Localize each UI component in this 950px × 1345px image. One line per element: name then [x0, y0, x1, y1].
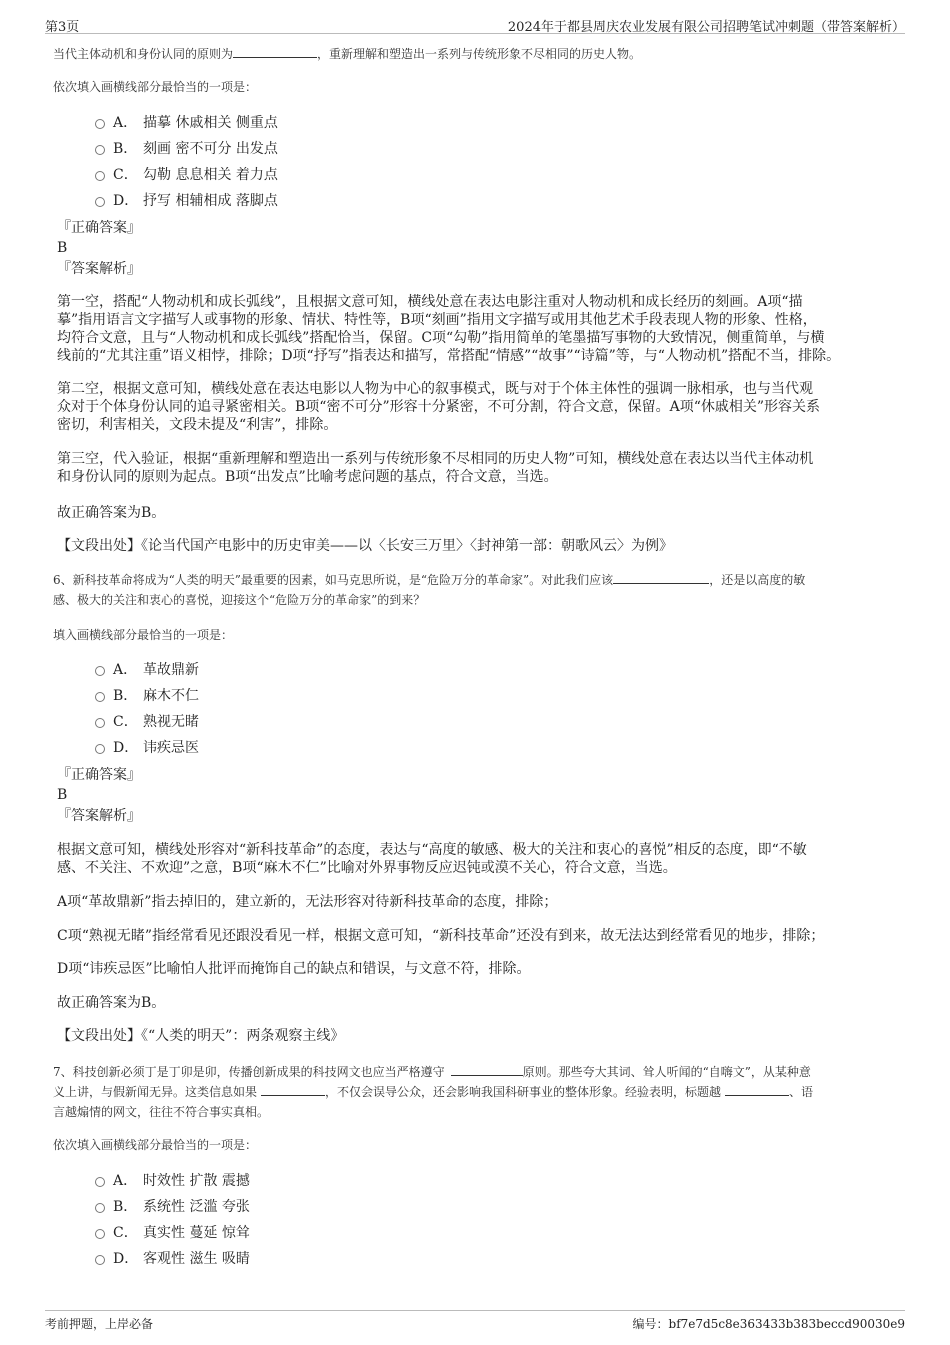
- answer-value: B: [57, 240, 68, 256]
- q7-prompt: 依次填入画横线部分最恰当的一项是：: [53, 1138, 258, 1152]
- q5-options: [95, 111, 278, 215]
- blank: [613, 572, 709, 584]
- radio-icon[interactable]: [95, 197, 105, 207]
- option-d[interactable]: D． 客观性 滋生 吸睛: [95, 1247, 250, 1273]
- analysis-paragraph: 第二空，根据文意可知，横线处意在表达电影以人物为中心的叙事模式，既与对于个体主体性的强调一脉相承，也与当代观 众对于个体身份认同的追寻紧密相关。B项“密不可分”形容十分紧密，不可分割，符合文意，保留。A项“休戚相关”形容关系 密切，利害相关，文段未提及“利害”，排除。: [57, 381, 821, 433]
- blank: [261, 1084, 325, 1096]
- analysis-paragraph: 第三空，代入验证，根据“重新理解和塑造出一系列与传统形象不尽相同的历史人物”可知，横线处意在表达以当代主体动机 和身份认同的原则为起点。B项“出发点”比喻考虑问题的基点，符合文意，当选。: [57, 451, 814, 485]
- option-a[interactable]: A． 革故鼎新: [95, 658, 199, 684]
- radio-icon[interactable]: [95, 1203, 105, 1213]
- analysis-paragraph: A项“革故鼎新”指去掉旧的，建立新的，无法形容对待新科技革命的态度，排除；: [57, 894, 558, 910]
- q5-prompt: 依次填入画横线部分最恰当的一项是：: [53, 80, 258, 94]
- document-id: 编号：bf7e7d5c8e363433b383beccd90030e9: [632, 1317, 905, 1331]
- q7-stem: 7、科技创新必须丁是丁卯是卯，传播创新成果的科技网文也应当严格遵守 原则。那些夸大其词、耸人听闻的“自嗨文”，从某种意 义上讲，与假新闻无异。这类信息如果 ，不仅会误导公众，还会影响我国科研事业的整体形象。经验表明，标题越 、语 言越煽情的网文，往往不符合事实真相。: [53, 1065, 814, 1119]
- option-a[interactable]: A． 时效性 扩散 震撼: [95, 1169, 250, 1195]
- answer-value: B: [57, 787, 68, 803]
- option-d[interactable]: D． 抒写 相辅相成 落脚点: [95, 189, 278, 215]
- radio-icon[interactable]: [95, 1177, 105, 1187]
- q6-options: [95, 658, 199, 762]
- radio-icon[interactable]: [95, 744, 105, 754]
- radio-icon[interactable]: [95, 666, 105, 676]
- analysis-paragraph: 根据文意可知，横线处形容对“新科技革命”的态度，表达与“高度的敏感、极大的关注和衷心的喜悦”相反的态度，即“不敏 感、不关注、不欢迎”之意，B项“麻木不仁”比喻对外界事物反应迟钝或漠不关心，符合文意，当选。: [57, 842, 807, 876]
- analysis-conclusion: 故正确答案为B。: [57, 995, 166, 1011]
- answer-label: 『正确答案』: [57, 767, 141, 783]
- page-number: 第3页: [45, 20, 80, 35]
- option-c[interactable]: C． 勾勒 息息相关 着力点: [95, 163, 278, 189]
- blank: [451, 1064, 523, 1076]
- blank: [725, 1084, 789, 1096]
- radio-icon[interactable]: [95, 145, 105, 155]
- blank: [233, 46, 317, 58]
- q6-stem: 6、新科技革命将成为“人类的明天”最重要的因素，如马克思所说，是“危险万分的革命家”。对此我们应该 ，还是以高度的敏 感、极大的关注和衷心的喜悦，迎接这个“危险万分的革命家”的到来？: [53, 573, 806, 607]
- footer-slogan: 考前押题，上岸必备: [45, 1317, 154, 1331]
- radio-icon[interactable]: [95, 1255, 105, 1265]
- analysis-paragraph: 第一空，搭配“人物动机和成长弧线”，且根据文意可知，横线处意在表达电影注重对人物动机和成长经历的刻画。A项“描 摹”指用语言文字描写人或事物的形象、情状、特性等，B项“刻画”指用文字描写或用其他艺术手段表现人物的形象、性格， 均符合文意，且与“人物动机和成长弧线”搭配恰当，保留。C项“勾勒”指用简单的笔墨描写事物的大致情况，侧重简单，与横 线前的“尤其注重”语义相悖，排除；D项“抒写”指表达和描写，常搭配“情感”“故事”“诗篇”等，与“人物动机”搭配不当，排除。: [57, 294, 841, 364]
- source-citation: 【文段出处】《论当代国产电影中的历史审美——以〈长安三万里〉〈封神第一部：朝歌风云〉为例》: [57, 538, 673, 554]
- q6-prompt: 填入画横线部分最恰当的一项是：: [53, 628, 234, 642]
- analysis-paragraph: C项“熟视无睹”指经常看见还跟没看见一样，根据文意可知，“新科技革命”还没有到来，故无法达到经常看见的地步，排除；: [57, 928, 825, 944]
- option-c[interactable]: C． 熟视无睹: [95, 710, 199, 736]
- option-c[interactable]: C． 真实性 蔓延 惊耸: [95, 1221, 250, 1247]
- option-a[interactable]: A． 描摹 休戚相关 侧重点: [95, 111, 278, 137]
- radio-icon[interactable]: [95, 119, 105, 129]
- analysis-paragraph: D项“讳疾忌医”比喻怕人批评而掩饰自己的缺点和错误，与文意不符，排除。: [57, 961, 531, 977]
- radio-icon[interactable]: [95, 1229, 105, 1239]
- analysis-label: 『答案解析』: [57, 808, 141, 824]
- option-b[interactable]: B． 系统性 泛滥 夸张: [95, 1195, 250, 1221]
- q5-stem: 当代主体动机和身份认同的原则为 ，重新理解和塑造出一系列与传统形象不尽相同的历史人物。: [53, 47, 642, 61]
- answer-label: 『正确答案』: [57, 220, 141, 236]
- radio-icon[interactable]: [95, 171, 105, 181]
- option-d[interactable]: D． 讳疾忌医: [95, 736, 199, 762]
- radio-icon[interactable]: [95, 692, 105, 702]
- option-b[interactable]: B． 麻木不仁: [95, 684, 199, 710]
- analysis-conclusion: 故正确答案为B。: [57, 505, 166, 521]
- q7-options: [95, 1169, 250, 1273]
- document-title: 2024年于都县周庆农业发展有限公司招聘笔试冲刺题（带答案解析）: [507, 20, 905, 35]
- page-header: [45, 14, 905, 34]
- analysis-label: 『答案解析』: [57, 261, 141, 277]
- radio-icon[interactable]: [95, 718, 105, 728]
- option-b[interactable]: B． 刻画 密不可分 出发点: [95, 137, 278, 163]
- page-footer: [45, 1310, 905, 1334]
- source-citation: 【文段出处】《“人类的明天”：两条观察主线》: [57, 1028, 345, 1044]
